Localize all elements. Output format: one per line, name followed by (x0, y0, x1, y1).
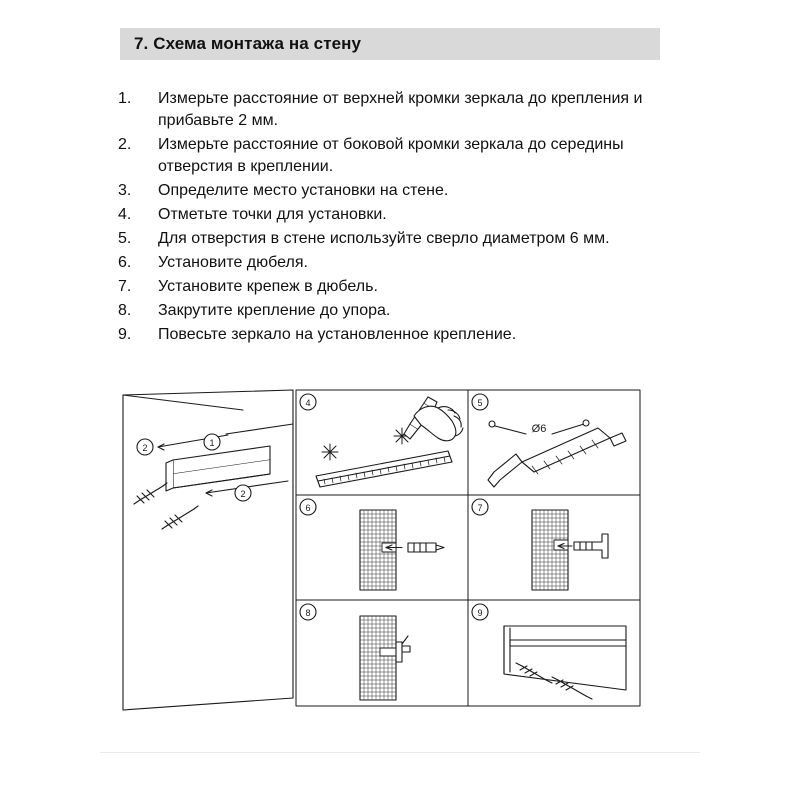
list-item (118, 204, 718, 226)
step-text: Для отверстия в стене используйте сверло диаметром 6 мм. (158, 230, 610, 247)
assembly-diagram (118, 388, 643, 716)
step-number: 6. (118, 254, 132, 271)
mark-icon (322, 444, 338, 460)
drill-diameter-label: Ø6 (531, 423, 547, 435)
step-number: 9. (118, 326, 132, 343)
step-number: 4. (118, 206, 132, 223)
step-text: Закрутите крепление до упора. (158, 302, 391, 319)
callout-label: 9 (477, 608, 483, 618)
callout-label: 7 (477, 503, 483, 513)
list-item (118, 180, 718, 202)
step-number: 1. (118, 90, 132, 107)
callout-label: 8 (305, 608, 311, 618)
list-item (118, 88, 718, 132)
list-item (118, 252, 718, 274)
callout-label: 5 (477, 398, 483, 408)
footer-divider (100, 752, 700, 753)
step-text: Измерьте расстояние от боковой кромки зеркала до середины отверстия в креплении. (158, 136, 624, 175)
instruction-steps-list (118, 88, 718, 348)
callout-label: 6 (305, 503, 311, 513)
step-number: 5. (118, 230, 132, 247)
step-text: Установите дюбеля. (158, 254, 308, 271)
step-number: 2. (118, 136, 132, 153)
step-number: 3. (118, 182, 132, 199)
diagram-panel-wall (123, 390, 293, 710)
list-item (118, 324, 718, 346)
callout-label: 4 (305, 398, 311, 408)
step-text: Измерьте расстояние от верхней кромки зеркала до крепления и прибавьте 2 мм. (158, 90, 643, 129)
section-header-bar (120, 28, 660, 60)
list-item (118, 228, 718, 250)
step-text: Установите крепеж в дюбель. (158, 278, 378, 295)
callout-label: 2 (240, 489, 246, 499)
step-text: Отметьте точки для установки. (158, 206, 387, 223)
list-item (118, 300, 718, 322)
step-number: 8. (118, 302, 132, 319)
callout-label: 2 (142, 443, 148, 453)
step-number: 7. (118, 278, 132, 295)
list-item (118, 276, 718, 298)
list-item (118, 134, 718, 178)
step-text: Определите место установки на стене. (158, 182, 449, 199)
page-title: 7. Схема монтажа на стену (134, 34, 362, 53)
step-text: Повесьте зеркало на установленное крепление. (158, 326, 517, 343)
callout-label: 1 (209, 438, 215, 448)
